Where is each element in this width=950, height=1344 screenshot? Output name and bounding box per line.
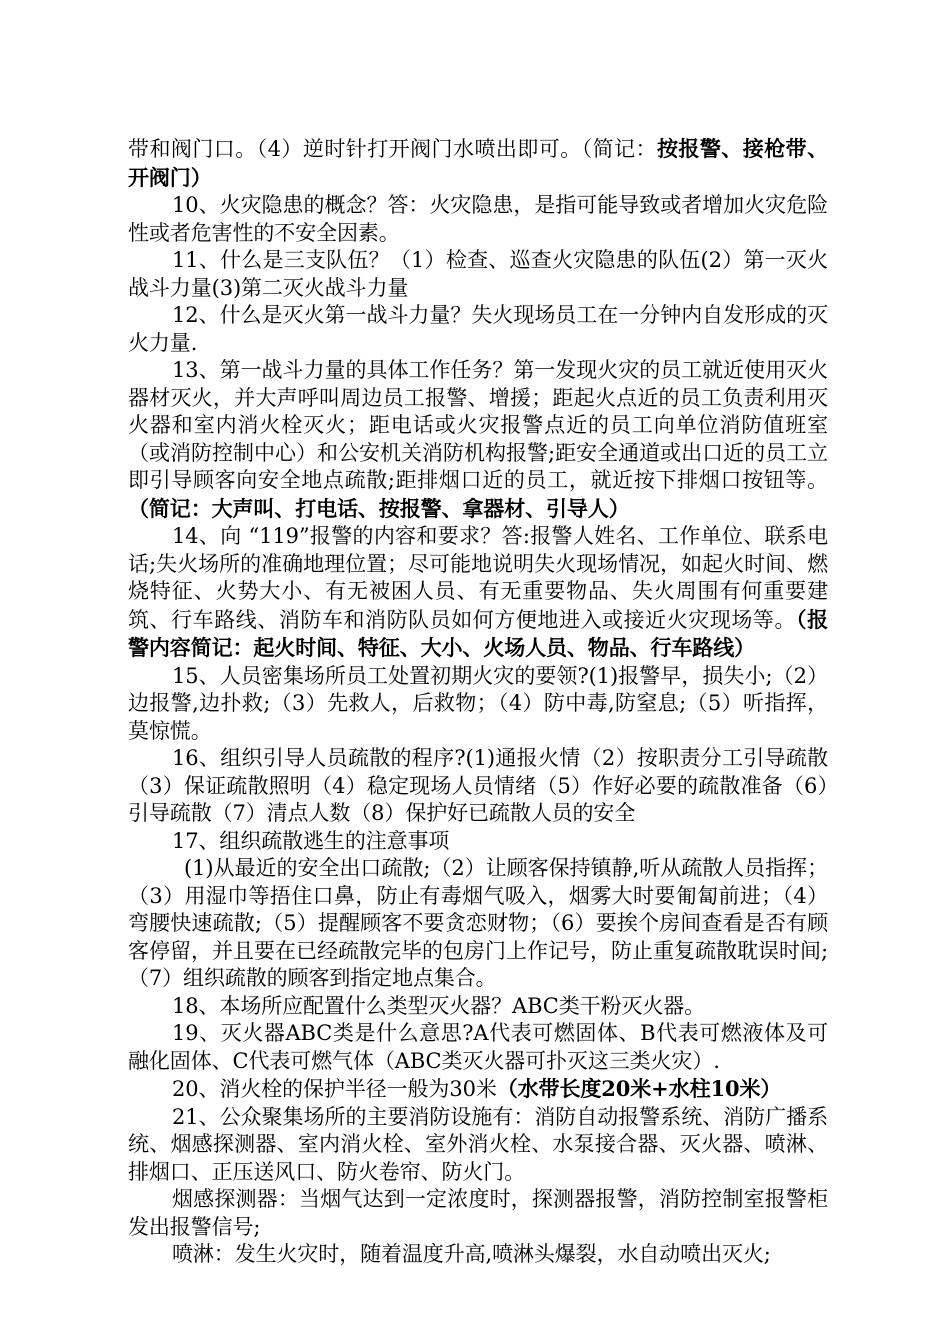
- paragraph-item-10: [128, 192, 828, 247]
- paragraph-text: 21、公众聚集场所的主要消防设施有：消防自动报警系统、消防广播系统、烟感探测器、室内消火栓、室外消火栓、水泵接合器、灭火器、喷淋、排烟口、正压送风口、防火卷帘、防火门。: [128, 1104, 828, 1184]
- paragraph-text: 14、向 “119”报警的内容和要求？答:报警人姓名、工作单位、联系电话;失火场所的准确地理位置；尽可能地说明失火现场情况，如起火时间、燃烧特征、火势大小、有无被困人员、有无重要物品、失火周围有何重要建筑、行车路线、消防车和消防队员如何方便地进入或接近火灾现场等。: [128, 524, 828, 632]
- paragraph-item-19: [128, 1020, 828, 1075]
- paragraph-bold-note: 按报警、接枪带、开阀门）: [128, 136, 828, 190]
- paragraph-item-20: [128, 1075, 828, 1104]
- document-page: [128, 135, 828, 1269]
- paragraph-item-16: [128, 745, 828, 828]
- paragraph-text: 16、组织引导人员疏散的程序?(1)通报火情（2）按职责分工引导疏散（3）保证疏散照明（4）稳定现场人员情绪（5）作好必要的疏散准备（6）引导疏散（7）清点人数（8）保护好已疏散人员的安全: [128, 746, 828, 825]
- paragraph-text: 10、火灾隐患的概念？答：火灾隐患，是指可能导致或者增加火灾危险性或者危害性的不安全因素。: [128, 193, 828, 245]
- paragraph-item-17: [128, 828, 828, 856]
- paragraph-text: 12、什么是灭火第一战斗力量？失火现场员工在一分钟内自发形成的灭火力量.: [128, 303, 828, 355]
- paragraph-item-15: [128, 663, 828, 746]
- paragraph-item-12: [128, 302, 828, 357]
- paragraph-text: 20、消火栓的保护半径一般为30米: [172, 1077, 497, 1101]
- paragraph-text: 喷淋：发生火灾时，随着温度升高,喷淋头爆裂，水自动喷出灭火;: [172, 1242, 771, 1266]
- paragraph-smoke-detector: [128, 1186, 828, 1241]
- paragraph-continuation: [128, 135, 828, 192]
- paragraph-item-13: [128, 357, 828, 523]
- paragraph-item-18: [128, 993, 828, 1021]
- paragraph-text: 19、灭火器ABC类是什么意思?A代表可燃固体、B代表可燃液体及可融化固体、C代表可燃气体（ABC类灭火器可扑灭这三类火灾）.: [128, 1021, 828, 1073]
- paragraph-text: 11、什么是三支队伍？（1）检查、巡查火灾隐患的队伍(2）第一灭火战斗力量(3)第二灭火战斗力量: [128, 248, 828, 300]
- paragraph-text: 13、第一战斗力量的具体工作任务？第一发现火灾的员工就近使用灭火器材灭火，并大声呼叫周边员工报警、增援；距起火点近的员工负责利用灭火器和室内消火栓灭火；距电话或火灾报警点近的员工向单位消防值班室（或消防控制中心）和公安机关消防机构报警;距安全通道或出口近的员工立即引导顾客向安全地点疏散;距排烟口近的员工，就近按下排烟口按钮等。: [128, 358, 828, 492]
- paragraph-bold-note: （水带长度20米+水柱10米）: [496, 1076, 782, 1101]
- paragraph-item-17-details: [128, 855, 828, 993]
- paragraph-item-11: [128, 247, 828, 302]
- paragraph-bold-note: （简记：大声叫、打电话、按报警、拿器材、引导人）: [128, 495, 630, 521]
- paragraph-item-14: [128, 523, 828, 663]
- paragraph-text: (1)从最近的安全出口疏散;（2）让顾客保持镇静,听从疏散人员指挥；（3）用湿巾等捂住口鼻，防止有毒烟气吸入，烟雾大时要匍匐前进；（4）弯腰快速疏散;（5）提醒顾客不要贪恋财物；（6）要挨个房间查看是否有顾客停留，并且要在已经疏散完毕的包房门上作记号，防止重复疏散耽误时间;（7）组织疏散的顾客到指定地点集合。: [128, 856, 828, 990]
- paragraph-bold-note: （报警内容简记：起火时间、特征、大小、火场人员、物品、行车路线）: [128, 606, 828, 660]
- paragraph-text: 18、本场所应配置什么类型灭火器？ABC类干粉灭火器。: [172, 993, 706, 1018]
- paragraph-sprinkler: [128, 1241, 828, 1269]
- paragraph-text: 17、组织疏散逃生的注意事项: [172, 828, 450, 853]
- paragraph-text: 15、人员密集场所员工处置初期火灾的要领?(1)报警早，损失小;（2）边报警,边扑救;（3）先救人，后救物；（4）防中毒,防窒息;（5）听指挥，莫惊慌。: [128, 663, 828, 743]
- paragraph-text: 烟感探测器：当烟气达到一定浓度时，探测器报警，消防控制室报警柜发出报警信号;: [128, 1187, 828, 1239]
- paragraph-text: 带和阀门口。（4）逆时针打开阀门水喷出即可。（简记：: [128, 137, 657, 161]
- paragraph-item-21: [128, 1104, 828, 1187]
